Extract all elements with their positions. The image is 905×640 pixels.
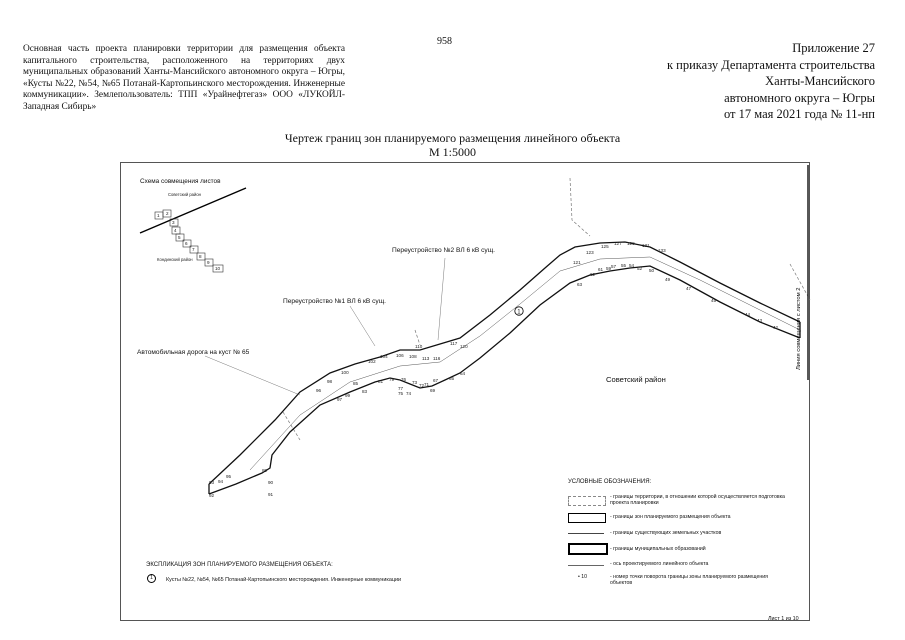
- inset-sheet-number: 8: [199, 254, 202, 259]
- point-number: 125: [601, 244, 609, 249]
- appendix-line-4: автономного округа – Югры: [724, 90, 875, 105]
- inset-sheet-number: 3: [172, 220, 175, 225]
- zone-marker-number: 1: [517, 309, 521, 316]
- point-number: 61: [598, 267, 604, 272]
- inset-district-top: Советский район: [168, 192, 201, 197]
- point-number: 65: [449, 376, 455, 381]
- legend-item: - ось проектируемого линейного объекта: [610, 561, 709, 567]
- district-label: Советский район: [606, 375, 666, 384]
- point-number: 113: [422, 356, 430, 361]
- point-number: 97: [337, 397, 343, 402]
- point-number: 85: [353, 381, 359, 386]
- point-number: 100: [341, 370, 349, 375]
- point-number: 131: [642, 243, 650, 248]
- legend-symbol-land-plots: [568, 533, 604, 534]
- point-number: 96: [316, 388, 322, 393]
- drawing-scale: М 1:5000: [428, 145, 476, 159]
- point-number: 98: [327, 379, 333, 384]
- drawing-title-line: Чертеж границ зон планируемого размещения линейного объекта: [284, 131, 621, 145]
- inset-district-bottom: Кондинский район: [157, 257, 193, 262]
- point-number: 77: [398, 386, 404, 391]
- legend-item: - номер точки поворота границы зоны планируемого размещения объектов: [610, 574, 768, 586]
- inset-sheet-number: 7: [192, 247, 195, 252]
- point-number: 63: [577, 282, 583, 287]
- point-number: 110: [415, 344, 423, 349]
- point-number: 74: [406, 391, 412, 396]
- point-number: 81: [378, 379, 384, 384]
- point-number: 92: [209, 493, 215, 498]
- point-number: 90: [268, 480, 274, 485]
- point-number: 116: [433, 356, 441, 361]
- point-number: 69: [430, 388, 436, 393]
- explication-title: ЭКСПЛИКАЦИЯ ЗОН ПЛАНИРУЕМОГО РАЗМЕЩЕНИЯ ОБЪЕКТА:: [146, 562, 333, 568]
- vl2-label: Переустройство №2 ВЛ 6 кВ сущ.: [392, 247, 495, 254]
- legend-point-example: • 10: [578, 574, 588, 580]
- point-number: 99: [345, 393, 351, 398]
- point-number: 123: [586, 250, 594, 255]
- point-number: 106: [396, 353, 404, 358]
- zone-boundary: [209, 242, 800, 494]
- point-number: 127: [614, 241, 622, 246]
- point-number: 42: [773, 325, 779, 330]
- point-number: 49: [665, 277, 671, 282]
- point-number: 83: [362, 389, 368, 394]
- territory-boundary: [283, 178, 810, 440]
- point-number: 62: [590, 272, 596, 277]
- legend-symbol-axis: [568, 565, 604, 566]
- point-number: 72: [419, 383, 425, 388]
- point-number: 94: [218, 479, 224, 484]
- inset-sheet-number: 4: [174, 228, 177, 233]
- point-number: 76: [401, 377, 407, 382]
- inset-scheme: [140, 188, 246, 272]
- project-description: Основная часть проекта планировки территории для размещения объекта капитального строительства, расположенного на территориях двух муниципальных образований Ханты-Мансийского автономного округа – Югры, «Кусты №22, №54, №65 Потанай-Картопьинского месторождения. Инженерные коммуникации». Землепользователь: ТПП «Урайнефтегаз» ООО «ЛУКОЙЛ-Западная Сибирь»: [23, 44, 345, 112]
- explication-marker: 1: [147, 574, 156, 583]
- legend-symbol-municipal: [568, 543, 608, 555]
- legend-symbol-zone: [568, 513, 606, 523]
- point-number: 44: [745, 312, 751, 317]
- point-number: 73: [412, 380, 418, 385]
- point-number: 50: [649, 268, 655, 273]
- point-number: 75: [398, 391, 404, 396]
- legend-item: - границы существующих земельных участков: [610, 530, 722, 536]
- point-number: 47: [686, 286, 692, 291]
- inset-caption: Схема совмещения листов: [140, 178, 221, 185]
- inset-sheet-number: 1: [157, 213, 160, 218]
- point-number: 59: [606, 266, 612, 271]
- legend-symbol-territory: [568, 496, 606, 506]
- sheet-footer: Лист 1 из 10: [768, 616, 799, 622]
- legend-item: - границы муниципальных образований: [610, 546, 706, 552]
- point-number: 55: [621, 263, 627, 268]
- linear-object-axis: [250, 257, 800, 470]
- point-number: 43: [757, 318, 763, 323]
- point-number: 57: [611, 264, 617, 269]
- point-number: 120: [460, 344, 468, 349]
- appendix-line-5: от 17 мая 2021 года № 11-нп: [723, 107, 875, 121]
- turning-points: [209, 241, 779, 498]
- point-number: 108: [409, 354, 417, 359]
- point-number: 133: [658, 248, 666, 253]
- point-number: 121: [573, 260, 581, 265]
- point-number: 89: [262, 468, 268, 473]
- point-number: 64: [460, 371, 466, 376]
- appendix-line-3: Ханты-Мансийского: [765, 74, 875, 88]
- legend-item: - границы территории, в отношении которой осуществляется подготовка проекта планировки: [610, 494, 785, 506]
- inset-sheet-number: 5: [178, 235, 181, 240]
- point-number: 129: [627, 241, 635, 246]
- point-number: 45: [711, 298, 717, 303]
- explication-text: Кусты №22, №54, №65 Потанай-Картопьинского месторождения. Инженерные коммуникации: [166, 577, 401, 583]
- inset-sheet-number: 6: [185, 241, 188, 246]
- road-label: Автомобильная дорога на куст № 65: [137, 349, 250, 356]
- page-number: 958: [437, 36, 452, 47]
- point-number: 117: [450, 341, 458, 346]
- point-number: 54: [629, 263, 635, 268]
- point-number: 102: [368, 359, 376, 364]
- point-number: 95: [226, 474, 232, 479]
- point-number: 104: [380, 354, 388, 359]
- legend-title: УСЛОВНЫЕ ОБОЗНАЧЕНИЯ:: [568, 479, 652, 485]
- point-number: 71: [424, 382, 430, 387]
- sheet-line-label: Линия совмещения с листом 2: [796, 287, 802, 370]
- vl1-label: Переустройство №1 ВЛ 6 кВ сущ.: [283, 298, 386, 305]
- inset-sheet-number: 10: [215, 266, 221, 271]
- inset-sheet-number: 9: [207, 260, 210, 265]
- appendix-line-2: к приказу Департамента строительства: [666, 57, 875, 72]
- point-number: 67: [433, 378, 439, 383]
- inset-sheet-number: 2: [166, 211, 169, 216]
- appendix-line-1: Приложение 27: [792, 41, 875, 55]
- point-number: 91: [268, 492, 274, 497]
- point-number: 93: [209, 480, 215, 485]
- point-number: 52: [637, 266, 643, 271]
- point-number: 79: [389, 377, 395, 382]
- legend-item: - границы зон планируемого размещения объекта: [610, 514, 731, 520]
